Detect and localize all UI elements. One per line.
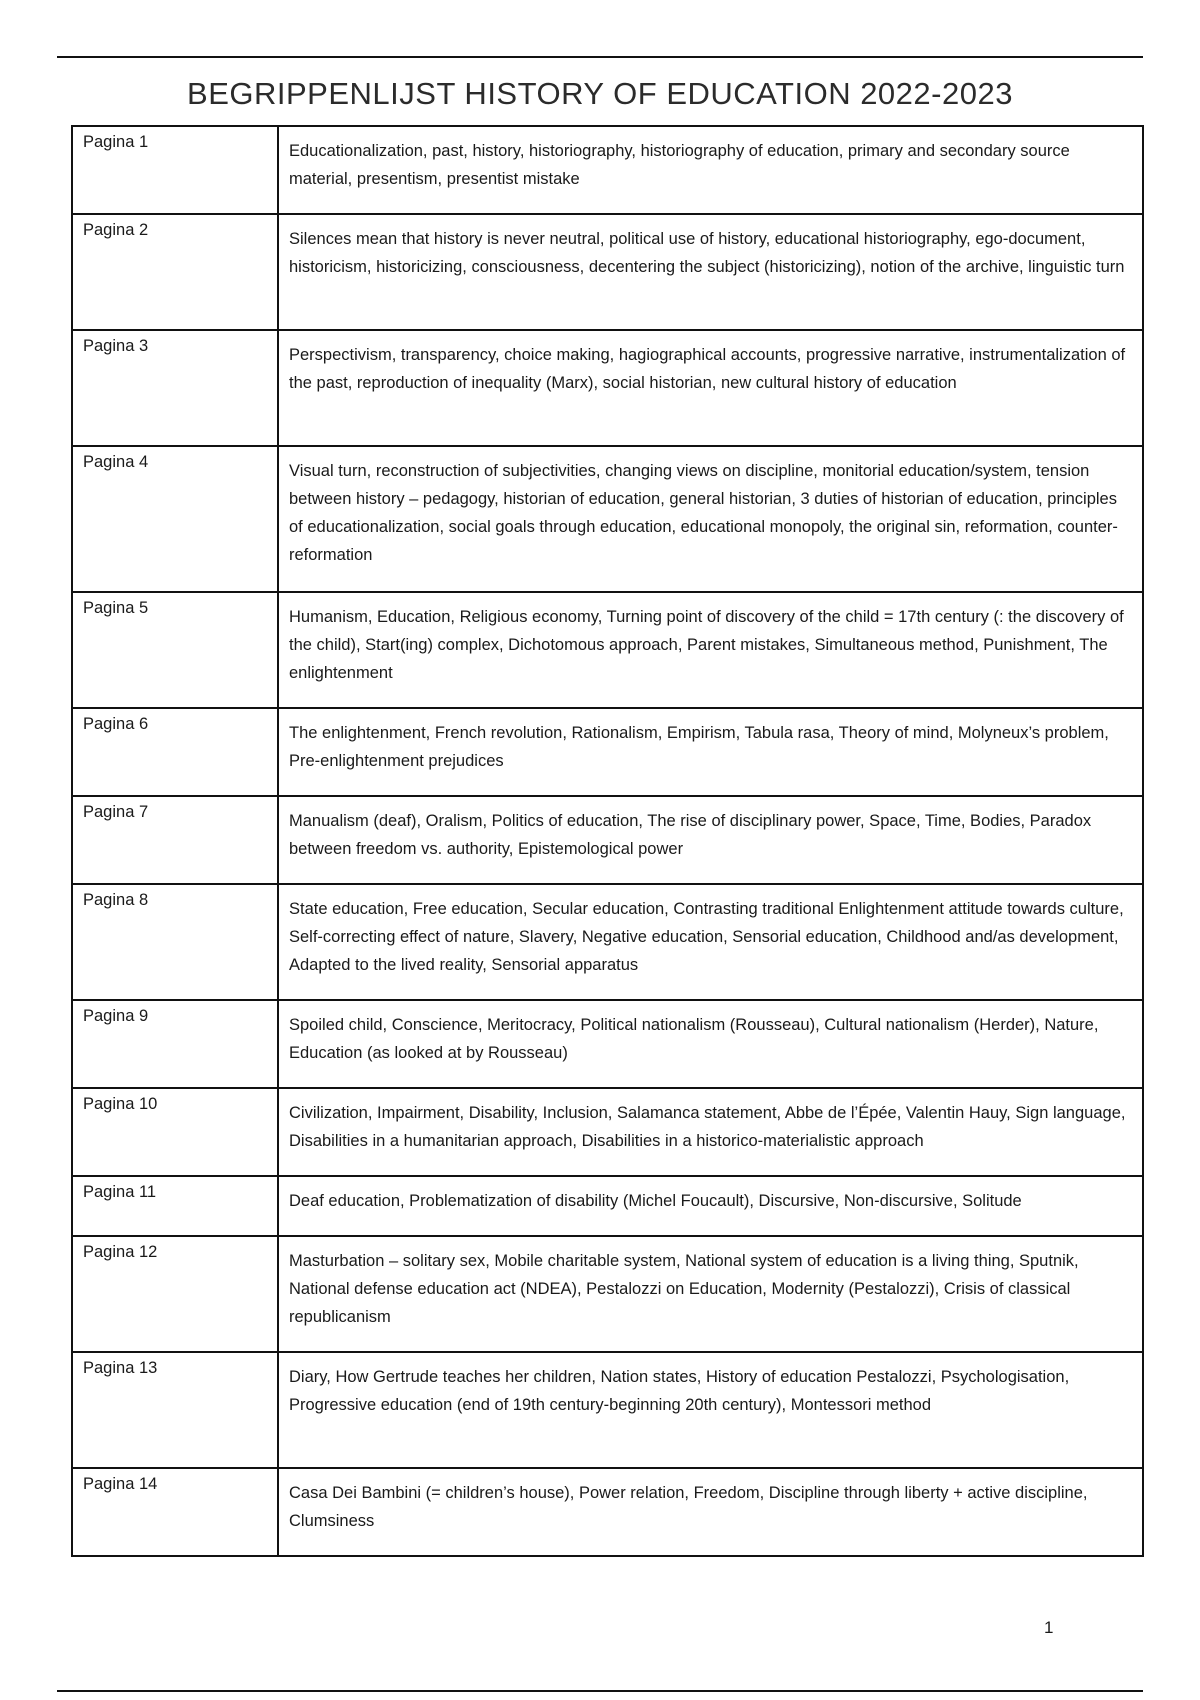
table-row xyxy=(72,708,1143,796)
document-title: BEGRIPPENLIJST HISTORY OF EDUCATION 2022-2023 xyxy=(187,76,1013,111)
page-label-cell: Pagina 12 xyxy=(72,1236,278,1352)
page-label-cell: Pagina 2 xyxy=(72,214,278,330)
page-label-cell: Pagina 7 xyxy=(72,796,278,884)
table-row xyxy=(72,1468,1143,1556)
page-label-cell: Pagina 1 xyxy=(72,126,278,214)
terms-cell: Civilization, Impairment, Disability, Inclusion, Salamanca statement, Abbe de l’Épée, Valentin Hauy, Sign language, Disabilities in a humanitarian approach, Disabilities in a historico-materialistic approach xyxy=(278,1088,1143,1176)
page-label-cell: Pagina 4 xyxy=(72,446,278,592)
terms-cell: Perspectivism, transparency, choice making, hagiographical accounts, progressive narrative, instrumentalization of the past, reproduction of inequality (Marx), social historian, new cultural history of education xyxy=(278,330,1143,446)
terms-cell: Visual turn, reconstruction of subjectivities, changing views on discipline, monitorial education/system, tension between history – pedagogy, historian of education, general historian, 3 duties of historian of education, principles of educationalization, social goals through education, educational monopoly, the original sin, reformation, counter-reformation xyxy=(278,446,1143,592)
terms-table xyxy=(71,125,1144,1557)
table-row xyxy=(72,796,1143,884)
page-number: 1 xyxy=(1044,1618,1054,1637)
terms-cell: The enlightenment, French revolution, Rationalism, Empirism, Tabula rasa, Theory of mind, Molyneux’s problem, Pre-enlightenment prejudices xyxy=(278,708,1143,796)
terms-cell: Educationalization, past, history, historiography, historiography of education, primary and secondary source material, presentism, presentist mistake xyxy=(278,126,1143,214)
table-row xyxy=(72,1000,1143,1088)
page-label-cell: Pagina 6 xyxy=(72,708,278,796)
bottom-rule xyxy=(57,1690,1143,1692)
terms-cell: Deaf education, Problematization of disability (Michel Foucault), Discursive, Non-discursive, Solitude xyxy=(278,1176,1143,1236)
terms-table-body xyxy=(72,126,1143,1556)
page-label-cell: Pagina 3 xyxy=(72,330,278,446)
page-label-cell: Pagina 14 xyxy=(72,1468,278,1556)
page-label-cell: Pagina 5 xyxy=(72,592,278,708)
table-row xyxy=(72,592,1143,708)
table-row xyxy=(72,1176,1143,1236)
table-row xyxy=(72,330,1143,446)
table-row xyxy=(72,1352,1143,1468)
terms-cell: Diary, How Gertrude teaches her children, Nation states, History of education Pestalozzi, Psychologisation, Progressive education (end of 19th century-beginning 20th century), Montessori method xyxy=(278,1352,1143,1468)
terms-cell: Spoiled child, Conscience, Meritocracy, Political nationalism (Rousseau), Cultural nationalism (Herder), Nature, Education (as looked at by Rousseau) xyxy=(278,1000,1143,1088)
table-row xyxy=(72,446,1143,592)
page-label-cell: Pagina 8 xyxy=(72,884,278,1000)
page-label-cell: Pagina 10 xyxy=(72,1088,278,1176)
page-label-cell: Pagina 11 xyxy=(72,1176,278,1236)
page-label-cell: Pagina 13 xyxy=(72,1352,278,1468)
table-row xyxy=(72,1236,1143,1352)
page-label-cell: Pagina 9 xyxy=(72,1000,278,1088)
terms-cell: Silences mean that history is never neutral, political use of history, educational historiography, ego-document, historicism, historicizing, consciousness, decentering the subject (historicizing), notion of the archive, linguistic turn xyxy=(278,214,1143,330)
table-row xyxy=(72,884,1143,1000)
table-row xyxy=(72,214,1143,330)
top-rule xyxy=(57,56,1143,58)
terms-cell: Masturbation – solitary sex, Mobile charitable system, National system of education is a living thing, Sputnik, National defense education act (NDEA), Pestalozzi on Education, Modernity (Pestalozzi), Crisis of classical republicanism xyxy=(278,1236,1143,1352)
terms-cell: State education, Free education, Secular education, Contrasting traditional Enlightenment attitude towards culture, Self-correcting effect of nature, Slavery, Negative education, Sensorial education, Childhood and/as development, Adapted to the lived reality, Sensorial apparatus xyxy=(278,884,1143,1000)
terms-cell: Humanism, Education, Religious economy, Turning point of discovery of the child = 17th century (: the discovery of the child), Start(ing) complex, Dichotomous approach, Parent mistakes, Simultaneous method, Punishment, The enlightenment xyxy=(278,592,1143,708)
table-row xyxy=(72,126,1143,214)
terms-cell: Casa Dei Bambini (= children’s house), Power relation, Freedom, Discipline through liberty + active discipline, Clumsiness xyxy=(278,1468,1143,1556)
terms-cell: Manualism (deaf), Oralism, Politics of education, The rise of disciplinary power, Space, Time, Bodies, Paradox between freedom vs. authority, Epistemological power xyxy=(278,796,1143,884)
table-row xyxy=(72,1088,1143,1176)
